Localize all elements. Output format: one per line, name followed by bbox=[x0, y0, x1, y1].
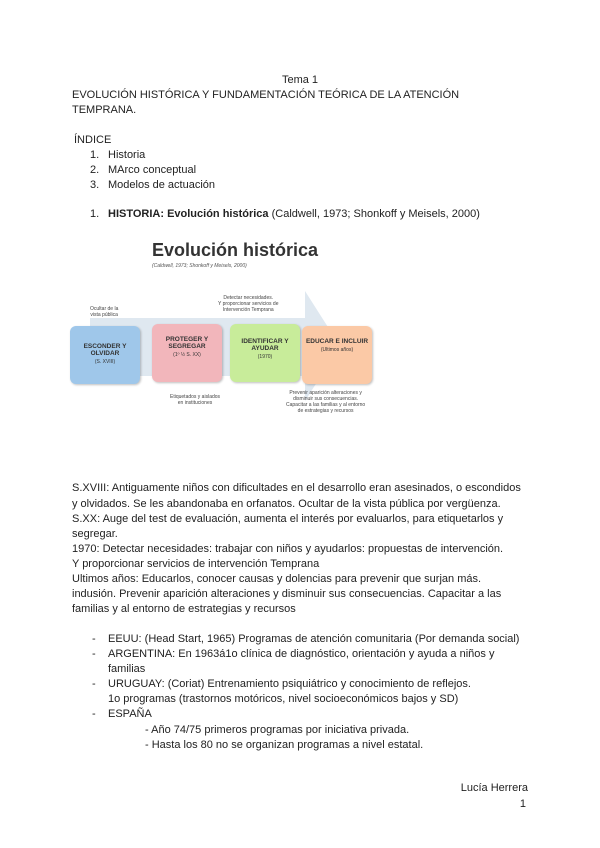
spain-item: - Año 74/75 primeros programas por iniciativa privada. bbox=[145, 724, 410, 736]
list-item-uruguay-cont: 1o programas (trastornos motóricos, nivel socioeconómicos bajos y SD) bbox=[108, 693, 459, 705]
paragraph-line: Y proporcionar servicios de intervención Temprana bbox=[72, 558, 320, 570]
page-number: 1 bbox=[519, 798, 526, 810]
list-item-argentina-cont: familias bbox=[108, 663, 146, 675]
list-item-espana: ESPAÑA bbox=[108, 708, 152, 720]
stage-identificar: IDENTIFICAR Y AYUDAR (1970) bbox=[230, 324, 300, 382]
section-title: HISTORIA: Evolución histórica bbox=[108, 208, 269, 220]
figure-subtitle: (Caldwell, 1973; Shonkoff y Meisels, 2000) bbox=[152, 263, 247, 269]
figure-title: Evolución histórica bbox=[152, 240, 319, 260]
spain-item: - Hasta los 80 no se organizan programas a nivel estatal. bbox=[145, 739, 424, 751]
evolution-figure bbox=[83, 236, 400, 426]
paragraph-line: familias y al entorno de estrategias y recursos bbox=[72, 603, 296, 615]
list-dash: - bbox=[92, 648, 96, 660]
paragraph-line: indusión. Prevenir aparición alteraciones y disminuir sus consecuencias. Capacitar a las bbox=[72, 588, 502, 600]
index-item-num: 1. bbox=[90, 149, 100, 161]
stage-esconder: ESCONDER Y OLVIDAR (S. XVIII) bbox=[70, 326, 140, 384]
paragraph-line: S.XVIII: Antiguamente niños con dificultades en el desarrollo eran asesinados, o escondidos bbox=[72, 482, 521, 494]
list-item-uruguay: URUGUAY: (Coriat) Entrenamiento psiquiátrico y conocimiento de reflejos. bbox=[108, 678, 471, 690]
list-dash: - bbox=[92, 633, 96, 645]
list-dash: - bbox=[92, 678, 96, 690]
index-item-historia: Historia bbox=[108, 149, 146, 161]
stage-educar: EDUCAR E INCLUIR (Ultimos años) bbox=[302, 326, 372, 384]
paragraph-line: Ultimos años: Educarlos, conocer causas y dolencias para prevenir que surjan más. bbox=[72, 573, 482, 585]
list-item-eeuu: EEUU: (Head Start, 1965) Programas de atención comunitaria (Por demanda social) bbox=[108, 633, 520, 645]
note-detect: Detectar necesidades. Y proporcionar servicios de Intervención Temprana bbox=[218, 295, 279, 313]
list-item-argentina: ARGENTINA: En 1963á1o clínica de diagnóstico, orientación y ayuda a niños y bbox=[108, 648, 495, 660]
note-labelled: Etiquetados y aislados en instituciones bbox=[170, 394, 221, 406]
index-item-num: 3. bbox=[90, 179, 100, 191]
topic-label: Tema 1 bbox=[281, 74, 319, 86]
note-hide: Ocultar de la vista pública bbox=[90, 306, 119, 318]
stage-proteger: PROTEGER Y SEGREGAR (1º ½ S. XX) bbox=[152, 324, 222, 382]
paragraph-line: y olvidados. Se les abandonaba en orfanatos. Ocultar de la vista pública por vergüenza. bbox=[72, 498, 501, 510]
list-dash: - bbox=[92, 708, 96, 720]
index-item-marco: MArco conceptual bbox=[108, 164, 197, 176]
doc-title-line2: TEMPRANA. bbox=[72, 104, 137, 116]
index-item-modelos: Modelos de actuación bbox=[108, 179, 216, 191]
paragraph-line: 1970: Detectar necesidades: trabajar con niños y ayudarlos: propuestas de intervención. bbox=[72, 543, 504, 555]
doc-title-line1: EVOLUCIÓN HISTÓRICA Y FUNDAMENTACIÓN TEÓRICA DE LA ATENCIÓN bbox=[72, 89, 460, 101]
paragraph-line: S.XX: Auge del test de evaluación, aumenta el interés por evaluarlos, para etiquetarlos y bbox=[72, 513, 504, 525]
section-number: 1. bbox=[90, 208, 100, 220]
section-refs: (Caldwell, 1973; Shonkoff y Meisels, 2000) bbox=[271, 208, 480, 220]
section-heading bbox=[108, 207, 480, 222]
paragraph-line: segregar. bbox=[72, 528, 118, 540]
author-name: Lucía Herrera bbox=[460, 782, 528, 794]
index-heading: ÍNDICE bbox=[74, 134, 112, 146]
index-item-num: 2. bbox=[90, 164, 100, 176]
note-prevent: Prevenir aparición alteraciones y disminuir sus consecuencias. Capacitar a las familias y al entorno de estrategias y recursos bbox=[286, 390, 366, 414]
